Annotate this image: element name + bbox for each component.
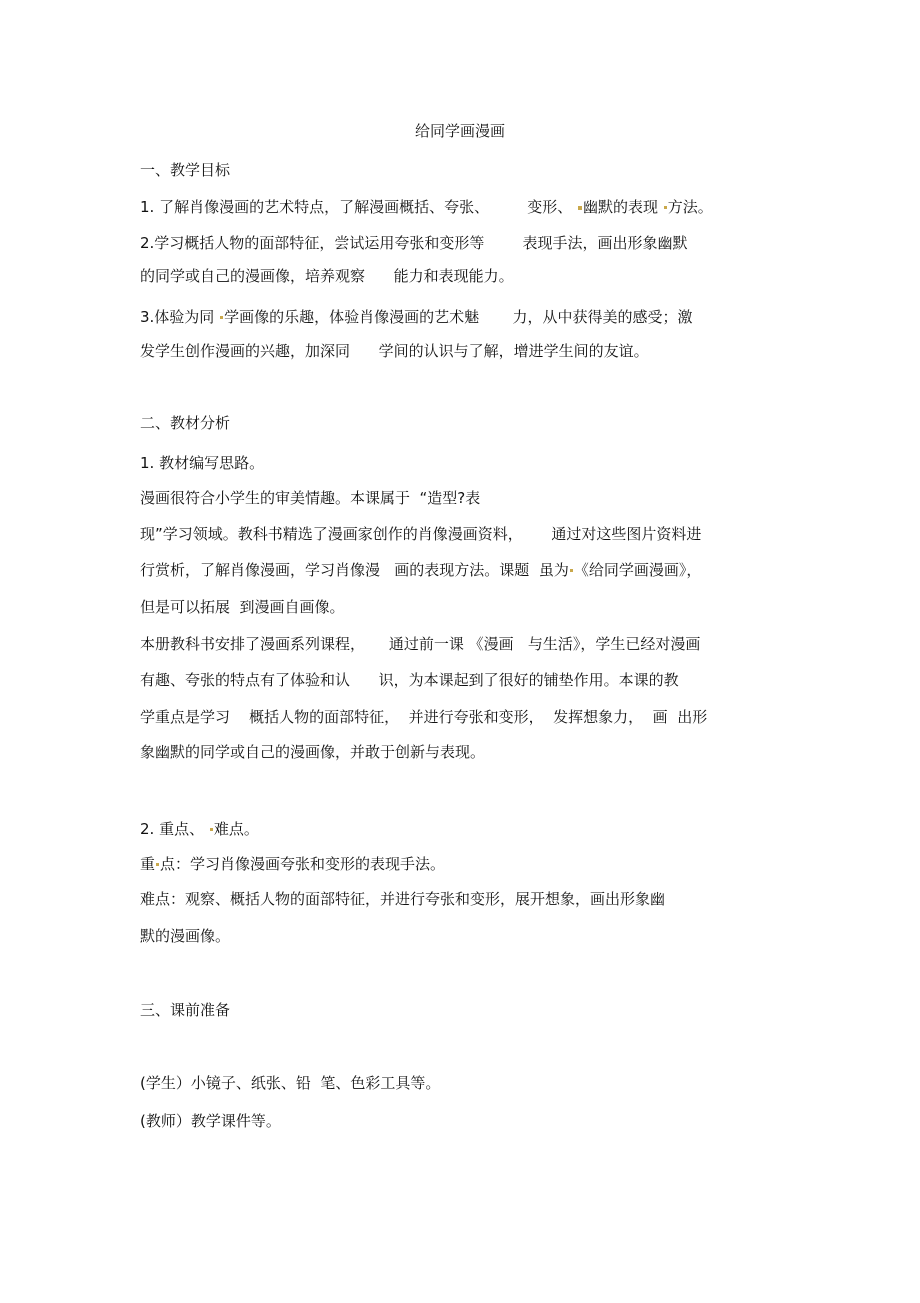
paragraph-1-line-4: 但是可以拓展 到漫画自画像。	[140, 598, 345, 616]
objective-3-line-1	[140, 307, 692, 327]
speck-mark	[664, 206, 667, 209]
subheading-key-points	[140, 819, 259, 839]
objective-1-part-a: 1. 了解肖像漫画的艺术特点，了解漫画概括、夸张、 变形、	[140, 198, 577, 216]
objective-1-part-b: 幽默的表现	[583, 198, 663, 216]
objective-1-part-c: 方法。	[667, 198, 713, 216]
paragraph-1-line-2: 现”学习领域。教科书精选了漫画家创作的肖像漫画资料， 通过对这些图片资料进	[140, 525, 702, 543]
subheading-writing-ideas: 1. 教材编写思路。	[140, 454, 265, 472]
paragraph-1-line-1: 漫画很符合小学生的审美情趣。本课属于 “造型?表	[140, 489, 481, 507]
section-1-heading: 一、教学目标	[140, 161, 231, 179]
paragraph-2-line-2: 有趣、夸张的特点有了体验和认 识，为本课起到了很好的铺垫作用。本课的教	[140, 671, 679, 689]
section-3-heading: 三、课前准备	[140, 1001, 231, 1019]
objective-3-part-a: 3.体验为同	[140, 308, 220, 326]
paragraph-1-line-3-part-a: 行赏析，了解肖像漫画，学习肖像漫 画的表现方法。课题 虽为	[140, 561, 569, 579]
subheading-key-points-part-b: 难点。	[213, 820, 259, 838]
objective-2-line-1: 2.学习概括人物的面部特征，尝试运用夸张和变形等 表现手法，画出形象幽默	[140, 234, 688, 252]
section-2-heading: 二、教材分析	[140, 414, 231, 432]
prep-students: (学生）小镜子、纸张、铅 笔、色彩工具等。	[140, 1074, 441, 1092]
speck-mark	[220, 316, 223, 319]
document-title: 给同学画漫画	[414, 122, 505, 140]
paragraph-2-line-1: 本册教科书安排了漫画系列课程， 通过前一课 《漫画 与生活》，学生已经对漫画	[140, 635, 701, 653]
key-point-part-b: 点：学习肖像漫画夸张和变形的表现手法。	[160, 855, 446, 873]
subheading-key-points-part-a: 2. 重点、	[140, 820, 209, 838]
difficulty-line-2: 默的漫画像。	[140, 927, 231, 945]
speck-mark	[156, 863, 159, 866]
paragraph-2-line-3: 学重点是学习 概括人物的面部特征， 并进行夸张和变形， 发挥想象力， 画 出形	[140, 708, 708, 726]
objective-3-part-b: 学画像的乐趣，体验肖像漫画的艺术魅 力，从中获得美的感受；激	[224, 308, 693, 326]
paragraph-2-line-4: 象幽默的同学或自己的漫画像，并敢于创新与表现。	[140, 743, 486, 761]
speck-mark	[578, 206, 582, 210]
speck-mark	[210, 828, 213, 831]
paragraph-1-line-3	[140, 560, 701, 580]
objective-2-line-2: 的同学或自己的漫画像，培养观察 能力和表现能力。	[140, 267, 514, 285]
key-point	[140, 854, 445, 874]
speck-mark	[570, 569, 573, 572]
objective-1	[140, 197, 713, 217]
paragraph-1-line-3-part-b: 《给同学画漫画》，	[573, 561, 702, 579]
objective-3-line-2: 发学生创作漫画的兴趣，加深同 学间的认识与了解，增进学生间的友谊。	[140, 342, 649, 360]
difficulty-line-1: 难点：观察、概括人物的面部特征，并进行夸张和变形，展开想象，画出形象幽	[140, 890, 666, 908]
prep-teacher: (教师）教学课件等。	[140, 1112, 281, 1130]
key-point-part-a: 重	[140, 855, 156, 873]
